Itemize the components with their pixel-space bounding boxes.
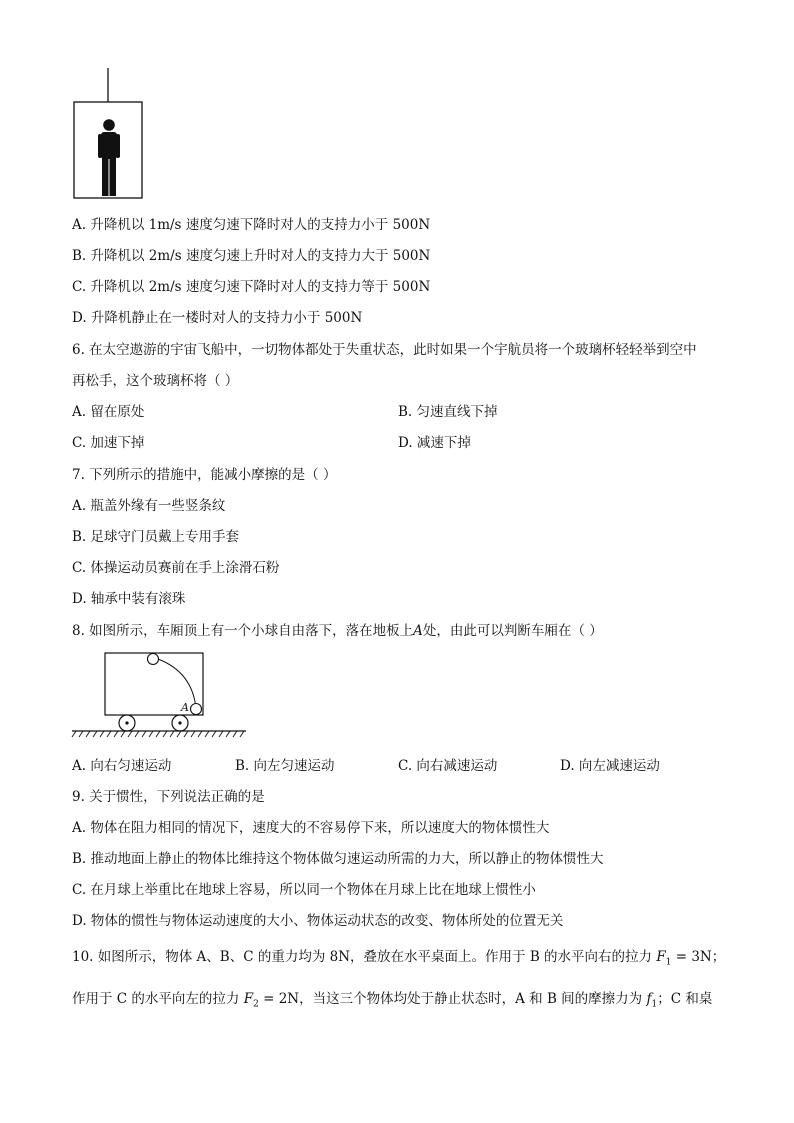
ball-floor xyxy=(191,704,202,715)
q6-option-c: C. 加速下掉 xyxy=(72,435,145,451)
q6-stem-line1: 6. 在太空遨游的宇宙飞船中，一切物体都处于失重状态，此时如果一个宇航员将一个玻璃杯轻轻举到空中 xyxy=(72,342,697,358)
q8-stem-post: 处，由此可以判断车厢在（ ） xyxy=(422,623,603,639)
f2-subscript: 2 xyxy=(253,999,259,1010)
f1-symbol: F xyxy=(656,949,666,965)
q7-stem: 7. 下列所示的措施中，能减小摩擦的是（ ） xyxy=(72,467,337,483)
f2-value: = 2N xyxy=(258,991,300,1007)
friction-subscript: 1 xyxy=(651,999,658,1010)
q7-option-a: A. 瓶盖外缘有一些竖条纹 xyxy=(72,498,226,514)
elevator-figure xyxy=(72,68,144,200)
cart-figure xyxy=(72,650,248,742)
f1-subscript: 1 xyxy=(665,957,672,968)
q5-option-d: D. 升降机静止在一楼时对人的支持力小于 500N xyxy=(72,310,363,326)
q9-option-d: D. 物体的惯性与物体运动速度的大小、物体运动状态的改变、物体所处的位置无关 xyxy=(72,913,564,929)
q9-stem: 9. 关于惯性，下列说法正确的是 xyxy=(72,789,265,805)
q8-stem-pre: 8. 如图所示，车厢顶上有一个小球自由落下，落在地板上 xyxy=(72,623,414,639)
q6-option-d: D. 减速下掉 xyxy=(398,435,471,451)
q6-stem-line2: 再松手，这个玻璃杯将（ ） xyxy=(72,373,239,389)
q6-option-b: B. 匀速直线下掉 xyxy=(398,404,498,420)
f2-symbol: F xyxy=(243,991,254,1007)
q10-line2-text: 作用于 C 的水平向左的拉力 xyxy=(72,991,240,1007)
q8-option-d: D. 向左减速运动 xyxy=(560,758,660,774)
q9-option-a: A. 物体在阻力相同的情况下，速度大的不容易停下来，所以速度大的物体惯性大 xyxy=(72,820,550,836)
q8-option-a: A. 向右匀速运动 xyxy=(72,758,172,774)
fall-path xyxy=(158,659,196,708)
q5-option-c: C. 升降机以 2m/s 速度匀速下降时对人的支持力等于 500N xyxy=(72,279,431,295)
person-icon xyxy=(98,119,120,196)
q8-option-c: C. 向右减速运动 xyxy=(398,758,498,774)
q8-stem-label: A xyxy=(413,623,423,639)
q10-line1-text: 10. 如图所示，物体 A、B、C 的重力均为 8N，叠放在水平桌面上。作用于 B 的水平向右的拉力 xyxy=(72,949,653,965)
ground-hatch xyxy=(72,731,244,737)
q5-option-a: A. 升降机以 1m/s 速度匀速下降时对人的支持力小于 500N xyxy=(72,217,431,233)
f1-value: = 3N xyxy=(671,949,712,965)
q7-option-d: D. 轴承中装有滚珠 xyxy=(72,591,186,607)
q7-option-c: C. 体操运动员赛前在手上涂滑石粉 xyxy=(72,560,280,576)
q9-option-c: C. 在月球上举重比在地球上容易，所以同一个物体在月球上比在地球上惯性小 xyxy=(72,882,536,898)
q7-option-b: B. 足球守门员戴上专用手套 xyxy=(72,529,240,545)
q5-option-b: B. 升降机以 2m/s 速度匀速上升时对人的支持力大于 500N xyxy=(72,248,431,264)
q9-option-b: B. 推动地面上静止的物体比维持这个物体做匀速运动所需的力大，所以静止的物体惯性大 xyxy=(72,851,604,867)
q10-line1 xyxy=(72,945,725,968)
q10-line2 xyxy=(72,987,712,1010)
friction-symbol: f xyxy=(646,991,652,1007)
q10-line1-end: ； xyxy=(711,949,726,965)
q10-line2-end: ；C 和桌 xyxy=(657,991,713,1007)
q10-line2-mid: ，当这三个物体均处于静止状态时，A 和 B 间的摩擦力为 xyxy=(299,991,643,1007)
q8-stem xyxy=(72,619,603,639)
point-a-label: A xyxy=(181,701,189,714)
q8-option-b: B. 向左匀速运动 xyxy=(235,758,335,774)
ball-top xyxy=(148,654,159,665)
q6-option-a: A. 留在原处 xyxy=(72,404,145,420)
